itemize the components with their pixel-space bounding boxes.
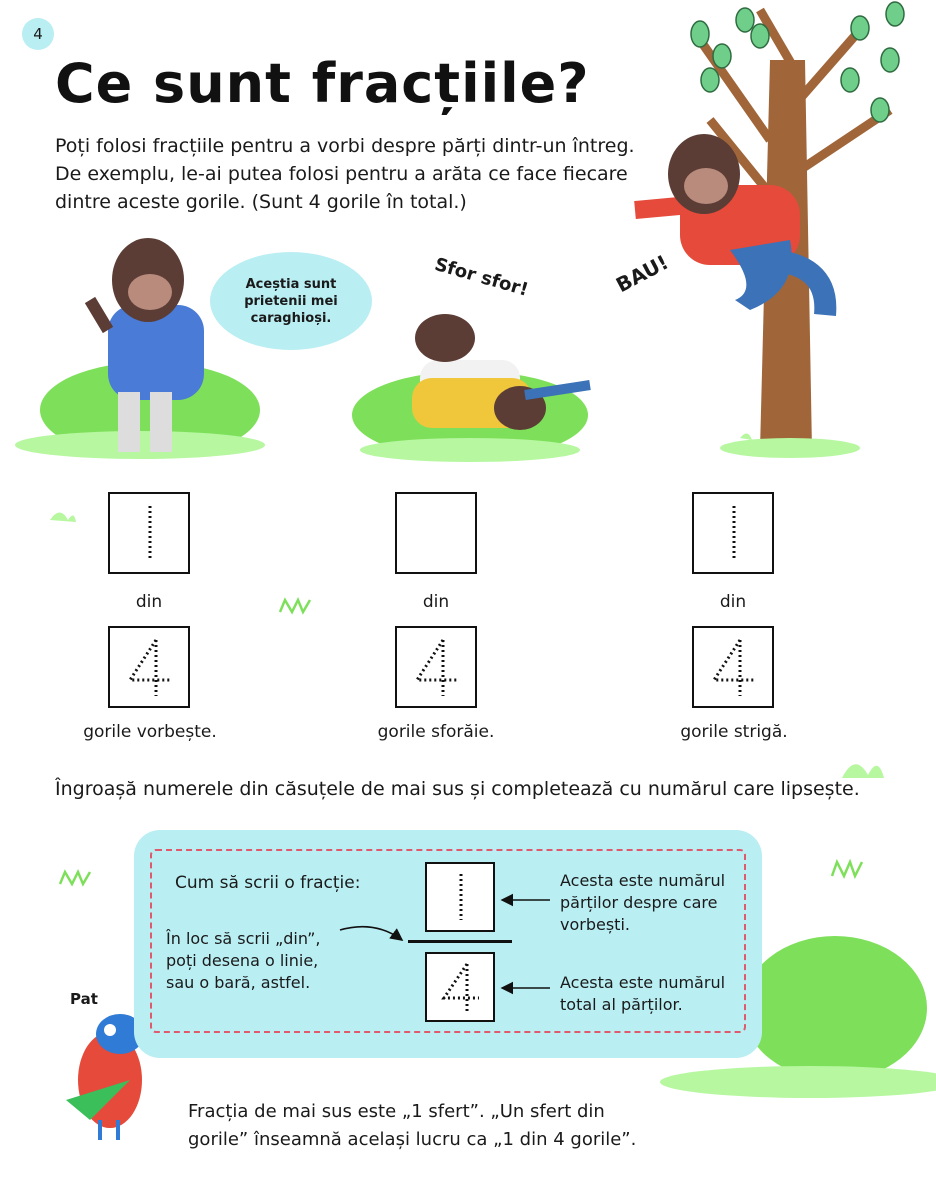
note-line: părților despre care <box>560 893 718 912</box>
instruction-text: Îngroașă numerele din căsuțele de mai sus și completează cu numărul care lipsește. <box>55 778 860 800</box>
denominator-box-talking[interactable] <box>108 626 190 708</box>
dotted-four-digit <box>694 628 772 706</box>
note-line: vorbești. <box>560 915 630 934</box>
instead-line: poți desena o linie, <box>166 951 319 970</box>
denominator-note <box>560 972 725 1016</box>
speech-bubble <box>210 252 372 350</box>
intro-line: De exemplu, le-ai putea folosi pentru a arăta ce face fiecare <box>55 163 628 185</box>
dotted-four-digit <box>397 628 475 706</box>
how-to-heading: Cum să scrii o fracție: <box>175 873 361 893</box>
dotted-four-digit <box>110 628 188 706</box>
connector-word: din <box>422 592 450 612</box>
parrot-illustration <box>66 1014 144 1140</box>
speech-line: prietenii mei <box>244 293 338 309</box>
gorillas-sleeping-illustration <box>352 314 590 462</box>
instead-text <box>166 928 321 994</box>
numerator-box-talking[interactable] <box>108 492 190 574</box>
page-number: 4 <box>22 18 54 50</box>
page-title: Ce sunt fracțiile? <box>55 52 590 115</box>
intro-line: Poți folosi fracțiile pentru a vorbi despre părți dintr-un întreg. <box>55 135 635 157</box>
note-line: Acesta este numărul <box>560 973 726 992</box>
pointer-arrows <box>330 880 560 1000</box>
instead-line: sau o bară, astfel. <box>166 973 311 992</box>
connector-word: din <box>135 592 163 612</box>
caption-shouting: gorile strigă. <box>680 722 788 742</box>
connector-word: din <box>719 592 747 612</box>
bottom-line: Fracția de mai sus este „1 sfert”. „Un sfert din <box>188 1101 605 1122</box>
speech-line: caraghioși. <box>250 310 332 326</box>
numerator-box-snoring-empty[interactable] <box>395 492 477 574</box>
instead-line: În loc să scrii „din”, <box>166 929 321 948</box>
denominator-box-snoring[interactable] <box>395 626 477 708</box>
note-line: total al părților. <box>560 995 683 1014</box>
numerator-note <box>560 870 725 936</box>
speech-line: Aceștia sunt <box>245 276 337 292</box>
caption-talking: gorile vorbește. <box>83 722 217 742</box>
dotted-one-digit <box>694 494 772 572</box>
numerator-box-shouting[interactable] <box>692 492 774 574</box>
dotted-one-digit <box>110 494 188 572</box>
bottom-explanation <box>188 1098 636 1154</box>
intro-paragraph <box>55 132 675 216</box>
note-line: Acesta este numărul <box>560 871 726 890</box>
intro-line: dintre aceste gorile. (Sunt 4 gorile în total.) <box>55 191 467 213</box>
caption-snoring: gorile sforăie. <box>377 722 495 742</box>
boo-text: BAU! <box>612 249 673 298</box>
curved-arrow <box>340 927 402 940</box>
parrot-name: Pat <box>70 990 98 1008</box>
denominator-box-shouting[interactable] <box>692 626 774 708</box>
snore-text: Sfor sfor! <box>432 254 531 301</box>
bottom-line: gorile” înseamnă același lucru ca „1 din 4 gorile”. <box>188 1129 637 1150</box>
